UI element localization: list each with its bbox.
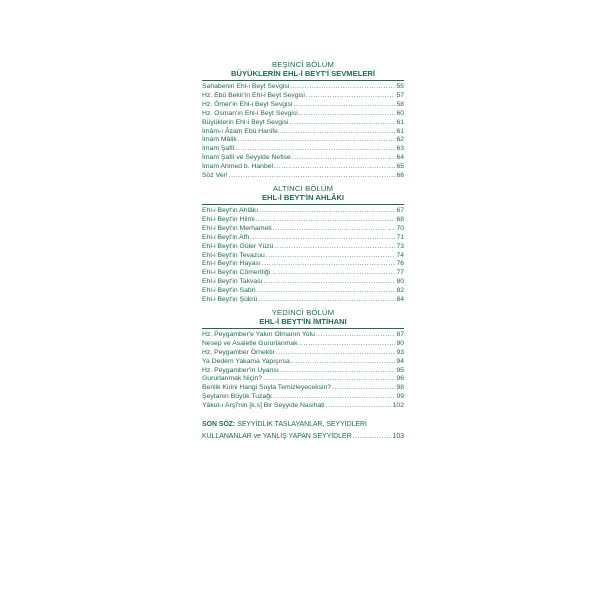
entry-title: Ehl-i Beyt'in Takvası	[202, 278, 263, 286]
toc-entry	[202, 172, 404, 181]
entry-title: İmam Şafiî ve Seyyide Nefise	[202, 154, 291, 162]
toc-entry	[202, 92, 404, 101]
entry-page-number: 63	[396, 145, 404, 153]
entry-title: Hz. Peygamber'e Yakın Olmanın Yolu	[202, 330, 315, 338]
dot-leader	[299, 340, 396, 349]
entry-page-number: 76	[396, 260, 404, 268]
toc-entry	[202, 375, 404, 384]
entry-title: İmam Ahmed b. Hanbel	[202, 163, 274, 171]
dot-leader	[235, 145, 395, 154]
closing-section	[202, 419, 404, 443]
entry-page-number: 60	[396, 109, 404, 117]
dot-leader	[290, 119, 396, 128]
closing-page-number: 103	[392, 433, 404, 441]
entry-title: Ya Dedem Yakama Yapışırsa	[202, 357, 290, 365]
entry-page-number: 87	[396, 330, 404, 338]
entry-page-number: 70	[396, 224, 404, 232]
entry-page-number: 55	[396, 83, 404, 90]
entry-title: Ehl-i Beyt'in Affı	[202, 233, 250, 241]
table-of-contents	[202, 60, 404, 443]
entry-title: Benlik Kirini Hangi Suyla Temizleyeceksin?	[202, 384, 332, 392]
dot-leader	[263, 278, 395, 287]
dot-leader	[263, 375, 395, 384]
entry-title: Ehl-i Beyt'in Hayası	[202, 260, 261, 268]
entry-title: Ehl-i Beyt'in Merhameti	[202, 224, 272, 232]
toc-entry	[202, 225, 404, 234]
dot-leader	[292, 154, 396, 163]
toc-entry	[202, 340, 404, 349]
dot-leader	[280, 367, 396, 376]
entry-title: Hz. Peygamber Örnektir	[202, 348, 275, 356]
section-divider	[202, 328, 404, 329]
entry-page-number: 73	[396, 242, 404, 250]
dot-leader	[258, 296, 395, 305]
entry-page-number: 62	[396, 136, 404, 144]
toc-entry	[202, 331, 404, 340]
dot-leader	[293, 101, 395, 110]
entry-page-number: 80	[396, 278, 404, 286]
entry-page-number: 77	[396, 269, 404, 277]
dot-leader	[250, 234, 395, 243]
dot-leader	[256, 216, 396, 225]
toc-entry	[202, 119, 404, 128]
entry-page-number: 96	[396, 375, 404, 383]
section-divider	[202, 204, 404, 205]
dot-leader	[299, 110, 396, 119]
toc-entry	[202, 234, 404, 243]
entry-page-number: 74	[396, 251, 404, 259]
entry-page-number: 66	[396, 172, 404, 180]
entry-title: İmam Mâlik	[202, 136, 237, 144]
entry-page-number: 84	[396, 296, 404, 304]
dot-leader	[257, 287, 396, 296]
dot-leader	[353, 431, 392, 443]
entry-page-number: 58	[396, 100, 404, 108]
toc-entry	[202, 216, 404, 225]
toc-entry	[202, 207, 404, 216]
toc-entry	[202, 243, 404, 252]
entry-title: Hz. Ömer'in Ehl-i Beyt Sevgisi	[202, 100, 293, 108]
entry-page-number: 61	[396, 118, 404, 126]
toc-entry	[202, 136, 404, 145]
closing-title-part-2: KULLANANLAR ve YANLIŞ YAPAN SEYYİDLER	[202, 433, 352, 441]
section-heading: ALTINCI BÖLÜM	[272, 183, 334, 193]
entry-page-number: 68	[396, 215, 404, 223]
entry-page-number: 102	[392, 402, 404, 410]
toc-entry	[202, 110, 404, 119]
toc-entry	[202, 252, 404, 261]
entry-title: Hz. Ebû Bekir'in Ehl-i Beyt Sevgisi	[202, 91, 305, 99]
section-heading: BEŞİNCİ BÖLÜM	[271, 60, 335, 69]
dot-leader	[266, 252, 396, 261]
entry-page-number: 93	[396, 348, 404, 356]
entry-page-number: 64	[396, 154, 404, 162]
dot-leader	[332, 384, 395, 393]
entry-title: Ehl-i Beyt'in Güler Yüzü	[202, 242, 274, 250]
entry-title: Ehl-i Beyt'in Hilmi	[202, 215, 255, 223]
section-title: EHL-İ BEYT'İN İMTİHANI	[259, 316, 347, 326]
entry-page-number: 71	[396, 233, 404, 241]
entry-page-number: 95	[396, 366, 404, 374]
section-heading: YEDİNCİ BÖLÜM	[271, 307, 335, 317]
entry-title: Nesep ve Asaletle Gururlanmak	[202, 339, 298, 347]
dot-leader	[274, 163, 395, 172]
entry-title: Ehl-i Beyt'in Tevazuu	[202, 251, 265, 259]
entry-title: Sahabenin Ehl-i Beyt Sevgisi	[202, 83, 290, 90]
dot-leader	[273, 225, 396, 234]
dot-leader	[273, 393, 396, 402]
toc-section	[202, 308, 404, 411]
toc-entry	[202, 154, 404, 163]
closing-line-1	[202, 419, 404, 431]
closing-line-2	[202, 431, 404, 443]
toc-entry	[202, 393, 404, 402]
entry-title: İmâm-ı Âzam Ebû Hanife	[202, 127, 278, 135]
toc-entry	[202, 402, 404, 411]
entry-page-number: 94	[396, 357, 404, 365]
toc-entry	[202, 163, 404, 172]
entry-page-number: 98	[396, 384, 404, 392]
toc-entry	[202, 349, 404, 358]
dot-leader	[290, 83, 395, 92]
dot-leader	[262, 260, 396, 269]
entry-page-number: 90	[396, 339, 404, 347]
entry-title: Söz Ver!	[202, 172, 228, 180]
entry-title: Şeytanın Büyük Tuzağı	[202, 393, 272, 401]
entry-title: Hz. Peygamber'in Uyarısı	[202, 366, 279, 374]
entry-page-number: 57	[396, 91, 404, 99]
dot-leader	[276, 349, 396, 358]
toc-section	[202, 60, 404, 181]
entry-title: Ehl-i Beyt'in Şükrü	[202, 296, 258, 304]
section-title: EHL-İ BEYT'İN AHLÂKI	[261, 192, 345, 202]
dot-leader	[316, 331, 396, 340]
dot-leader	[291, 358, 396, 367]
dot-leader	[271, 269, 395, 278]
entry-title: Gururlanmak Niçin?	[202, 375, 263, 383]
dot-leader	[326, 402, 392, 411]
dot-leader	[229, 172, 396, 181]
dot-leader	[279, 128, 396, 137]
toc-entry	[202, 145, 404, 154]
toc-entry	[202, 384, 404, 393]
toc-entry	[202, 358, 404, 367]
toc-entry	[202, 287, 404, 296]
entry-title: Ehl-i Beyt'in Ahlâkı	[202, 206, 259, 214]
toc-entry	[202, 101, 404, 110]
entry-title: Hz. Osman'ın Ehl-i Beyt Sevgisi	[202, 109, 298, 117]
dot-leader	[259, 207, 395, 216]
toc-entry	[202, 260, 404, 269]
entry-title: Büyüklerin Ehl-i Beyt Sevgisi	[202, 118, 289, 126]
closing-label: SON SÖZ:	[202, 421, 236, 429]
toc-entry	[202, 269, 404, 278]
dot-leader	[306, 92, 396, 101]
toc-entry	[202, 278, 404, 287]
entry-page-number: 61	[396, 127, 404, 135]
entry-page-number: 65	[396, 163, 404, 171]
section-divider	[202, 80, 404, 81]
toc-entry	[202, 367, 404, 376]
entry-title: İmam Şafiî	[202, 145, 235, 153]
entry-title: Ehl-i Beyt'in Sabrı	[202, 287, 256, 295]
toc-entry	[202, 83, 404, 92]
closing-title-part-1: SEYYİDLİK TASLAYANLAR, SEYYİDLERİ	[237, 421, 367, 429]
entry-title: Yâkut-ı Arşî'nin [k.s] Bir Seyyide Nasihati	[202, 402, 325, 410]
dot-leader	[238, 136, 396, 145]
entry-title: Ehl-i Beyt'in Cömertliği	[202, 269, 271, 277]
toc-section	[202, 184, 404, 305]
toc-entry	[202, 296, 404, 305]
entry-page-number: 67	[396, 206, 404, 214]
entry-page-number: 82	[396, 287, 404, 295]
dot-leader	[274, 243, 395, 252]
section-title: BÜYÜKLERİN EHL-İ BEYT'İ SEVMELERİ	[231, 69, 375, 78]
entry-page-number: 99	[396, 393, 404, 401]
